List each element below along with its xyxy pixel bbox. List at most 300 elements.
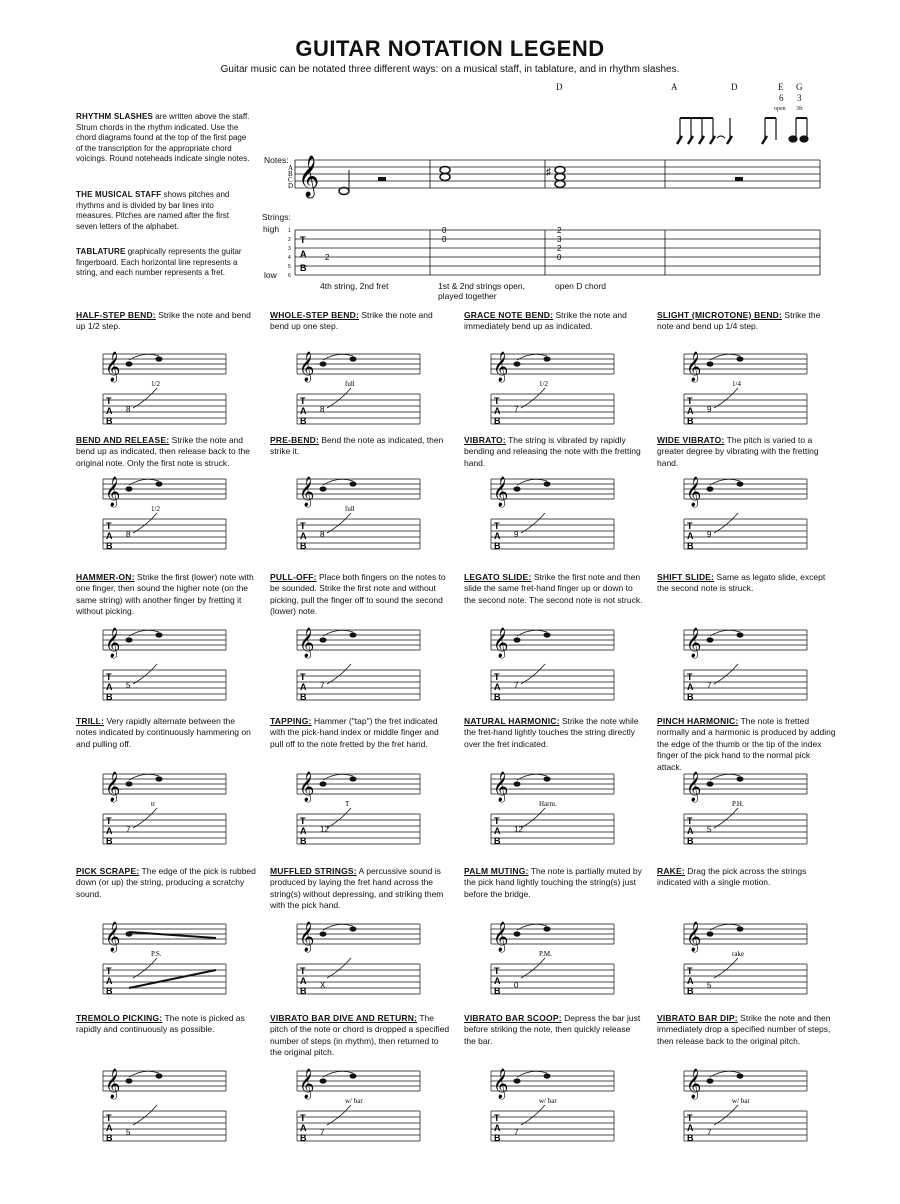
svg-text:B: B <box>106 692 113 702</box>
svg-text:1: 1 <box>288 228 291 234</box>
svg-text:A: A <box>494 1123 501 1133</box>
trill-description: TRILL: Very rapidly alternate between the notes indicated by continuously hammering on and pulling off. <box>76 716 251 749</box>
tab-fret-number: 2 <box>325 253 330 262</box>
natural-harmonic-figure <box>489 768 619 850</box>
note-head <box>737 926 744 931</box>
treble-clef-icon: 𝄞 <box>299 922 315 952</box>
treble-clef-icon: 𝄞 <box>299 772 315 802</box>
tab-fret-number: 0 <box>442 235 447 244</box>
svg-text:A: A <box>494 976 501 986</box>
technique-mark: 1/4 <box>732 380 741 388</box>
svg-text:B: B <box>687 1133 694 1143</box>
svg-text:T: T <box>494 816 500 826</box>
rake-description: RAKE: Drag the pick across the strings indicated with a single motion. <box>657 866 807 888</box>
note-letter: D <box>288 182 294 190</box>
svg-text:A: A <box>106 826 113 836</box>
bend-curve <box>133 808 157 828</box>
bend-and-release-description: BEND AND RELEASE: Strike the note and bend up as indicated, then release back to the original note. Only the first note is struck. <box>76 435 250 468</box>
svg-text:T: T <box>687 1113 693 1123</box>
technique-mark: 1/2 <box>539 380 548 388</box>
bend-curve <box>521 513 545 533</box>
note-head <box>555 174 565 181</box>
tab-fret-number: 7 <box>126 825 131 834</box>
note-head <box>126 781 133 786</box>
svg-text:A: A <box>300 682 307 692</box>
svg-text:B: B <box>494 541 501 551</box>
svg-text:A: A <box>300 531 307 541</box>
chord-label: D <box>731 82 738 92</box>
technique-mark: T <box>345 800 350 808</box>
bend-curve <box>327 958 351 978</box>
bend-curve <box>521 958 545 978</box>
treble-clef-icon: 𝄞 <box>299 477 315 507</box>
tab-fret-number: 2 <box>557 226 562 235</box>
treble-clef-icon: 𝄞 <box>493 772 509 802</box>
hammer-on-figure <box>101 624 231 706</box>
svg-text:A: A <box>687 976 694 986</box>
treble-clef-icon: 𝄞 <box>686 1069 702 1099</box>
note-head <box>350 776 357 781</box>
bend-curve <box>714 958 738 978</box>
pre-bend-figure <box>295 473 425 555</box>
bend-curve <box>133 958 157 978</box>
bend-curve <box>327 1105 351 1125</box>
bend-curve <box>133 513 157 533</box>
tab-fret-number: 8 <box>320 405 325 414</box>
page-title: GUITAR NOTATION LEGEND <box>295 36 605 61</box>
pick-scrape-figure <box>101 918 231 1000</box>
pinch-harmonic-description: PINCH HARMONIC: The note is fretted normally and a harmonic is produced by adding the edge of the thumb or the tip of the index finger of the pick hand to the normal pick attack. <box>657 716 836 772</box>
note-head <box>544 632 551 637</box>
technique-mark: P.S. <box>151 950 162 958</box>
svg-text:A: A <box>494 682 501 692</box>
treble-clef-icon: 𝄞 <box>493 352 509 382</box>
svg-text:T: T <box>494 966 500 976</box>
svg-text:T: T <box>300 816 306 826</box>
tab-fret-number: 8 <box>126 405 131 414</box>
svg-text:B: B <box>300 1133 307 1143</box>
svg-text:A: A <box>106 976 113 986</box>
note-head <box>156 776 163 781</box>
svg-text:T: T <box>300 672 306 682</box>
tab-fret-number: 5 <box>707 825 712 834</box>
trill-figure <box>101 768 231 850</box>
page-subtitle: Guitar music can be notated three different ways: on a musical staff, in tablature, and in rhythm slashes. <box>220 64 680 75</box>
scrape-line <box>129 932 216 938</box>
note-head <box>156 356 163 361</box>
half-step-bend-description: HALF-STEP BEND: Strike the note and bend up 1/2 step. <box>76 310 251 332</box>
svg-text:B: B <box>494 692 501 702</box>
svg-text:T: T <box>106 396 112 406</box>
svg-text:B: B <box>494 986 501 996</box>
tab-fret-number: 8 <box>126 530 131 539</box>
svg-text:A: A <box>106 682 113 692</box>
note-head <box>737 632 744 637</box>
tab-fret-number: 9 <box>707 405 712 414</box>
palm-muting-description: PALM MUTING: The note is partially muted by the pick hand lightly touching the string(s) just before the bridge. <box>464 866 642 899</box>
bend-curve <box>327 664 351 684</box>
tapping-figure <box>295 768 425 850</box>
note-head <box>320 486 327 491</box>
bend-curve <box>521 388 545 408</box>
rest-mark <box>378 177 386 181</box>
note-label: E <box>778 82 784 92</box>
tab-fret-number: 5 <box>707 981 712 990</box>
note-head <box>544 926 551 931</box>
treble-clef-icon: 𝄞 <box>105 477 121 507</box>
svg-text:A: A <box>494 406 501 416</box>
natural-harmonic-description: NATURAL HARMONIC: Strike the note while the fret-hand lightly touches the string directly over the fret indicated. <box>464 716 639 749</box>
note-head <box>737 481 744 486</box>
note-head <box>514 361 521 366</box>
note-head <box>156 1073 163 1078</box>
muffled-strings-figure <box>295 918 425 1000</box>
bend-curve <box>714 808 738 828</box>
treble-clef-icon: 𝄞 <box>105 772 121 802</box>
note-head <box>514 1078 521 1083</box>
tab-fret-number: 5 <box>126 681 131 690</box>
shift-slide-figure <box>682 624 812 706</box>
bend-curve <box>521 664 545 684</box>
note-head <box>737 776 744 781</box>
string-mark-label: 3fr <box>796 106 803 112</box>
vibrato-bar-dive-figure <box>295 1065 425 1147</box>
note-head <box>514 637 521 642</box>
tab-fret-number: 7 <box>514 405 519 414</box>
note-head <box>514 931 521 936</box>
note-head <box>320 361 327 366</box>
svg-text:T: T <box>300 1113 306 1123</box>
note-head <box>544 1073 551 1078</box>
svg-text:T: T <box>494 396 500 406</box>
treble-clef-icon: 𝄞 <box>105 922 121 952</box>
technique-mark: full <box>345 505 355 513</box>
svg-text:B: B <box>106 416 113 426</box>
tremolo-picking-description: TREMOLO PICKING: The note is picked as rapidly and continuously as possible. <box>76 1013 245 1035</box>
note-label: G <box>796 82 803 92</box>
vibrato-bar-scoop-description: VIBRATO BAR SCOOP: Depress the bar just before striking the note, then quickly release the bar. <box>464 1013 641 1046</box>
bend-curve <box>714 513 738 533</box>
technique-mark: Harm. <box>539 800 557 808</box>
note-head <box>440 174 450 181</box>
svg-text:T: T <box>687 816 693 826</box>
note-head <box>707 637 714 642</box>
svg-text:B: B <box>687 836 694 846</box>
note-head <box>737 1073 744 1078</box>
note-head <box>126 637 133 642</box>
tab-fret-number: 9 <box>707 530 712 539</box>
svg-text:B: B <box>300 986 307 996</box>
treble-clef-icon: 𝄞 <box>105 628 121 658</box>
slight-bend-description: SLIGHT (MICROTONE) BEND: Strike the note and bend up 1/4 step. <box>657 310 821 332</box>
string-number-label: 6 <box>779 93 784 103</box>
technique-mark: 1/2 <box>151 380 160 388</box>
svg-text:6: 6 <box>288 273 291 279</box>
shift-slide-description: SHIFT SLIDE: Same as legato slide, except the second note is struck. <box>657 572 826 594</box>
treble-clef-icon: 𝄞 <box>493 477 509 507</box>
treble-clef-icon: 𝄞 <box>686 772 702 802</box>
svg-text:B: B <box>106 986 113 996</box>
note-head <box>156 632 163 637</box>
legato-slide-description: LEGATO SLIDE: Strike the first note and then slide the same fret-hand finger up or down to the second note. The second note is not struck. <box>464 572 643 605</box>
svg-text:A: A <box>687 531 694 541</box>
slight-bend-figure <box>682 348 812 430</box>
vibrato-description: VIBRATO: The string is vibrated by rapidly bending and releasing the note with the fretting hand. <box>464 435 641 468</box>
sharp-icon: ♯ <box>546 167 551 178</box>
tremolo-picking-figure <box>101 1065 231 1147</box>
svg-text:A: A <box>687 1123 694 1133</box>
treble-clef-icon: 𝄞 <box>105 1069 121 1099</box>
svg-text:T: T <box>687 396 693 406</box>
svg-text:T: T <box>494 672 500 682</box>
bend-curve <box>327 513 351 533</box>
svg-text:A: A <box>106 1123 113 1133</box>
tab-fret-number: 7 <box>514 681 519 690</box>
whole-step-bend-figure <box>295 348 425 430</box>
rhythm-slashes <box>677 118 808 144</box>
svg-text:B: B <box>106 836 113 846</box>
svg-text:T: T <box>300 966 306 976</box>
scrape-line <box>129 970 216 988</box>
tab-fret-number: 9 <box>514 530 519 539</box>
treble-clef-icon: 𝄞 <box>686 352 702 382</box>
wide-vibrato-figure <box>682 473 812 555</box>
wide-vibrato-description: WIDE VIBRATO: The pitch is varied to a greater degree by vibrating with the fretting hand. <box>657 435 819 468</box>
tab-fret-number: 12 <box>320 825 329 834</box>
tab-fret-number: 0 <box>557 253 562 262</box>
bend-curve <box>714 664 738 684</box>
vibrato-bar-dive-description: VIBRATO BAR DIVE AND RETURN: The pitch of the note or chord is dropped a specified number of steps (in rhythm), then returned to the original pitch. <box>270 1013 450 1058</box>
grace-note-bend-figure <box>489 348 619 430</box>
tab-fret-number: 7 <box>320 681 325 690</box>
svg-text:2: 2 <box>288 237 291 243</box>
note-head <box>320 1078 327 1083</box>
svg-text:A: A <box>106 406 113 416</box>
technique-mark: w/ bar <box>345 1097 363 1105</box>
svg-text:B: B <box>300 692 307 702</box>
hammer-on-description: HAMMER-ON: Strike the first (lower) note with one finger, then sound the higher note (on the same string) with another finger by fretting it without picking. <box>76 572 254 617</box>
bend-curve <box>133 1105 157 1125</box>
vibrato-bar-scoop-figure <box>489 1065 619 1147</box>
main-example-figure <box>280 100 840 290</box>
svg-text:T: T <box>106 672 112 682</box>
svg-text:T: T <box>106 816 112 826</box>
treble-clef-icon: 𝄞 <box>493 628 509 658</box>
vibrato-bar-dip-description: VIBRATO BAR DIP: Strike the note and then immediately drop a specified number of steps, then release back to the original pitch. <box>657 1013 831 1046</box>
treble-clef-icon: 𝄞 <box>493 1069 509 1099</box>
svg-text:T: T <box>494 1113 500 1123</box>
tab-letter: B <box>300 263 307 273</box>
note-head <box>544 356 551 361</box>
treble-clef-icon: 𝄞 <box>299 352 315 382</box>
high-label: high <box>263 224 280 234</box>
string-mark-label: open <box>774 106 786 112</box>
tab-fret-number: 7 <box>707 1128 712 1137</box>
note-head <box>126 486 133 491</box>
pinch-harmonic-figure <box>682 768 812 850</box>
tab-fret-number: 2 <box>557 244 562 253</box>
svg-text:B: B <box>300 836 307 846</box>
string-number-column <box>288 228 291 279</box>
pick-scrape-description: PICK SCRAPE: The edge of the pick is rubbed down (or up) the string, producing a scratchy sound. <box>76 866 256 899</box>
note-head <box>707 361 714 366</box>
svg-text:A: A <box>687 406 694 416</box>
treble-clef-icon: 𝄞 <box>686 477 702 507</box>
bend-and-release-figure <box>101 473 231 555</box>
svg-text:5: 5 <box>288 264 291 270</box>
legato-slide-figure <box>489 624 619 706</box>
note-head <box>544 481 551 486</box>
svg-text:4: 4 <box>288 255 291 261</box>
note-head <box>350 481 357 486</box>
chord-label: A <box>671 82 678 92</box>
string-number-label: 3 <box>797 93 802 103</box>
example-caption: open D chord <box>555 281 607 291</box>
note-letter: B <box>288 170 293 178</box>
note-head <box>350 926 357 931</box>
rest-mark <box>735 177 743 181</box>
tab-fret-number: 8 <box>320 530 325 539</box>
example-caption: 1st & 2nd strings open, played together <box>438 281 525 301</box>
technique-mark: w/ bar <box>732 1097 750 1105</box>
tab-fret-number: 0 <box>442 226 447 235</box>
note-letter: A <box>288 164 294 172</box>
svg-text:B: B <box>494 836 501 846</box>
bend-curve <box>133 664 157 684</box>
pull-off-figure <box>295 624 425 706</box>
tab-fret-number: 7 <box>514 1128 519 1137</box>
example-caption: 4th string, 2nd fret <box>320 281 389 291</box>
svg-text:3: 3 <box>288 246 291 252</box>
note-head <box>339 188 349 195</box>
svg-text:T: T <box>687 966 693 976</box>
bend-curve <box>327 388 351 408</box>
svg-text:B: B <box>494 416 501 426</box>
bend-curve <box>327 808 351 828</box>
svg-text:B: B <box>494 1133 501 1143</box>
note-head <box>707 931 714 936</box>
technique-mark: tr <box>151 800 156 808</box>
note-head <box>320 781 327 786</box>
svg-text:B: B <box>106 541 113 551</box>
rhythm-slashes-description: RHYTHM SLASHES are written above the staff. Strum chords in the rhythm indicated. Use the chord diagrams found at the top of the first page of the transcription for the appropriate chord voicings. Round noteheads indicate single notes. <box>76 112 250 163</box>
svg-text:A: A <box>300 406 307 416</box>
grace-note-bend-description: GRACE NOTE BEND: Strike the note and immediately bend up as indicated. <box>464 310 627 332</box>
chord-label: D <box>556 82 563 92</box>
svg-text:A: A <box>494 531 501 541</box>
rake-figure <box>682 918 812 1000</box>
note-head <box>514 781 521 786</box>
note-head <box>544 776 551 781</box>
note-head <box>350 632 357 637</box>
treble-clef-icon: 𝄞 <box>299 1069 315 1099</box>
musical-staff-description: THE MUSICAL STAFF shows pitches and rhythms and is divided by bar lines into measures. Pitches are named after the first seven letters of the alphabet. <box>76 190 230 231</box>
svg-text:B: B <box>687 541 694 551</box>
treble-clef-icon: 𝄞 <box>299 628 315 658</box>
svg-text:T: T <box>106 521 112 531</box>
note-letter: C <box>288 176 293 184</box>
svg-text:T: T <box>106 966 112 976</box>
svg-text:A: A <box>494 826 501 836</box>
note-head <box>126 1078 133 1083</box>
svg-text:B: B <box>300 416 307 426</box>
note-head <box>707 781 714 786</box>
note-head <box>707 1078 714 1083</box>
treble-clef-icon: 𝄞 <box>493 922 509 952</box>
bend-curve <box>521 808 545 828</box>
vibrato-bar-dip-figure <box>682 1065 812 1147</box>
half-step-bend-figure <box>101 348 231 430</box>
note-head <box>350 356 357 361</box>
note-head <box>320 637 327 642</box>
notes-label: Notes: <box>264 155 289 165</box>
bend-curve <box>714 388 738 408</box>
vibrato-figure <box>489 473 619 555</box>
pull-off-description: PULL-OFF: Place both fingers on the notes to be sounded. Strike the first note and without picking, pull the finger off to sound the second (lower) note. <box>270 572 446 617</box>
low-label: low <box>264 270 277 280</box>
note-head <box>737 356 744 361</box>
tab-letter: T <box>300 235 306 245</box>
note-head <box>350 1073 357 1078</box>
svg-text:A: A <box>300 1123 307 1133</box>
note-head <box>555 167 565 174</box>
tab-fret-number: X <box>320 981 326 990</box>
note-head <box>555 181 565 188</box>
tab-fret-number: 7 <box>320 1128 325 1137</box>
svg-text:B: B <box>687 986 694 996</box>
note-head <box>320 931 327 936</box>
pre-bend-description: PRE-BEND: Bend the note as indicated, then strike it. <box>270 435 444 457</box>
tab-fret-number: 5 <box>126 1128 131 1137</box>
treble-clef-icon: 𝄞 <box>686 922 702 952</box>
tab-fret-number: 7 <box>707 681 712 690</box>
treble-clef-icon: 𝄞 <box>105 352 121 382</box>
svg-text:B: B <box>106 1133 113 1143</box>
tablature-description: TABLATURE graphically represents the guitar fingerboard. Each horizontal line represents a string, and each number represents a fret. <box>76 247 242 277</box>
svg-text:A: A <box>300 826 307 836</box>
svg-text:A: A <box>687 826 694 836</box>
note-head <box>156 481 163 486</box>
svg-text:B: B <box>300 541 307 551</box>
svg-text:B: B <box>687 692 694 702</box>
svg-text:T: T <box>687 521 693 531</box>
tab-fret-number: 12 <box>514 825 523 834</box>
technique-mark: P.M. <box>539 950 552 958</box>
svg-text:A: A <box>300 976 307 986</box>
treble-clef-icon: 𝄞 <box>686 628 702 658</box>
strings-label: Strings: <box>262 212 291 222</box>
svg-text:B: B <box>687 416 694 426</box>
svg-text:T: T <box>106 1113 112 1123</box>
tab-fret-number: 3 <box>557 235 562 244</box>
note-head <box>440 167 450 174</box>
bend-curve <box>521 1105 545 1125</box>
bend-curve <box>133 388 157 408</box>
svg-text:T: T <box>300 396 306 406</box>
svg-text:T: T <box>300 521 306 531</box>
technique-mark: 1/2 <box>151 505 160 513</box>
technique-mark: w/ bar <box>539 1097 557 1105</box>
treble-clef-icon: 𝄞 <box>298 156 320 197</box>
svg-text:T: T <box>687 672 693 682</box>
technique-mark: full <box>345 380 355 388</box>
whole-step-bend-description: WHOLE-STEP BEND: Strike the note and bend up one step. <box>270 310 433 332</box>
svg-text:A: A <box>687 682 694 692</box>
tab-fret-number: 0 <box>514 981 519 990</box>
note-head <box>514 486 521 491</box>
note-head <box>126 361 133 366</box>
svg-text:T: T <box>494 521 500 531</box>
